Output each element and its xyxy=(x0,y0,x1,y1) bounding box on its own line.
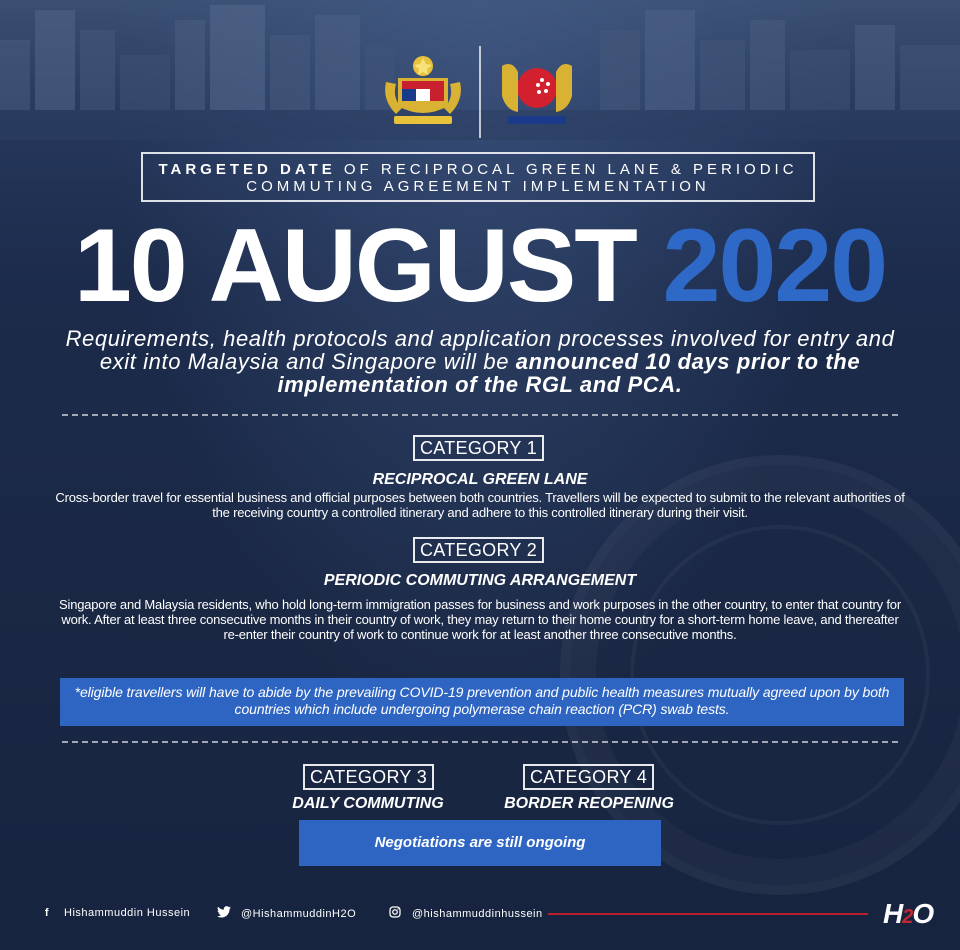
category-2-title: PERIODIC COMMUTING ARRANGEMENT xyxy=(323,572,637,589)
category-2-description: Singapore and Malaysia residents, who hold long-term immigration passes for business and work purposes in the other country, to enter that country for work. After at least three consecutive months in their country of work, they may return to their home country for a short-term home leave, and thereafter re-enter their country of work to continue work for at least another three consecutive months. xyxy=(59,597,901,642)
requirements-text: Requirements, health protocols and application processes involved for entry and exit into Malaysia and Singapore will be xyxy=(65,326,895,374)
date-day-month: 10 AUGUST xyxy=(73,208,663,324)
category-3-label: CATEGORY 3 xyxy=(303,764,434,790)
date-year: 2020 xyxy=(662,208,887,324)
category-4-label: CATEGORY 4 xyxy=(523,764,654,790)
category-1-label: CATEGORY 1 xyxy=(413,435,544,461)
targeted-date-line-2: COMMUTING AGREEMENT IMPLEMENTATION xyxy=(246,178,710,195)
implementation-date xyxy=(0,206,960,326)
facebook-handle: Hishammuddin Hussein xyxy=(64,907,191,919)
dashed-divider xyxy=(62,741,898,743)
category-1-title: RECIPROCAL GREEN LANE xyxy=(372,471,588,488)
singapore-crest-icon xyxy=(494,52,580,132)
instagram-icon xyxy=(388,906,402,918)
twitter-icon xyxy=(217,906,231,918)
category-2-label: CATEGORY 2 xyxy=(413,537,544,563)
targeted-date-line-1 xyxy=(143,161,813,178)
twitter-link[interactable] xyxy=(217,906,356,921)
crest-divider xyxy=(479,46,481,138)
category-3-title: DAILY COMMUTING xyxy=(292,795,444,812)
targeted-date-box xyxy=(141,152,815,202)
instagram-handle: @hishammuddinhussein xyxy=(412,908,543,920)
requirements-bold: announced 10 days prior to the implementation of the RGL and PCA. xyxy=(277,349,861,397)
targeted-date-rest: OF RECIPROCAL GREEN LANE & PERIODIC xyxy=(335,161,798,178)
facebook-link[interactable] xyxy=(40,906,190,920)
twitter-handle: @HishammuddinH2O xyxy=(241,908,357,920)
facebook-icon: f xyxy=(44,907,50,919)
footer-divider-line xyxy=(548,913,868,915)
instagram-link[interactable] xyxy=(388,906,543,921)
targeted-date-bold: TARGETED DATE xyxy=(158,161,336,178)
malaysia-crest-icon xyxy=(380,52,466,132)
negotiations-status: Negotiations are still ongoing xyxy=(299,820,661,866)
eligible-travellers-note: *eligible travellers will have to abide by the prevailing COVID-19 prevention and public health measures mutually agreed upon by both countries which include undergoing polymerase chain reaction (PCR) swab tests. xyxy=(60,678,904,726)
category-1-description: Cross-border travel for essential business and official purposes between both countries. Travellers will be expected to submit to the relevant authorities of the receiving country a controlled itinerary and adhere to this controlled itinerary during their visit. xyxy=(55,490,905,520)
dashed-divider xyxy=(62,414,898,416)
footer xyxy=(0,900,960,930)
h2o-logo: H2O xyxy=(883,898,934,929)
requirements-statement xyxy=(60,327,900,396)
category-4-title: BORDER REOPENING xyxy=(504,795,674,812)
crests xyxy=(380,46,580,138)
